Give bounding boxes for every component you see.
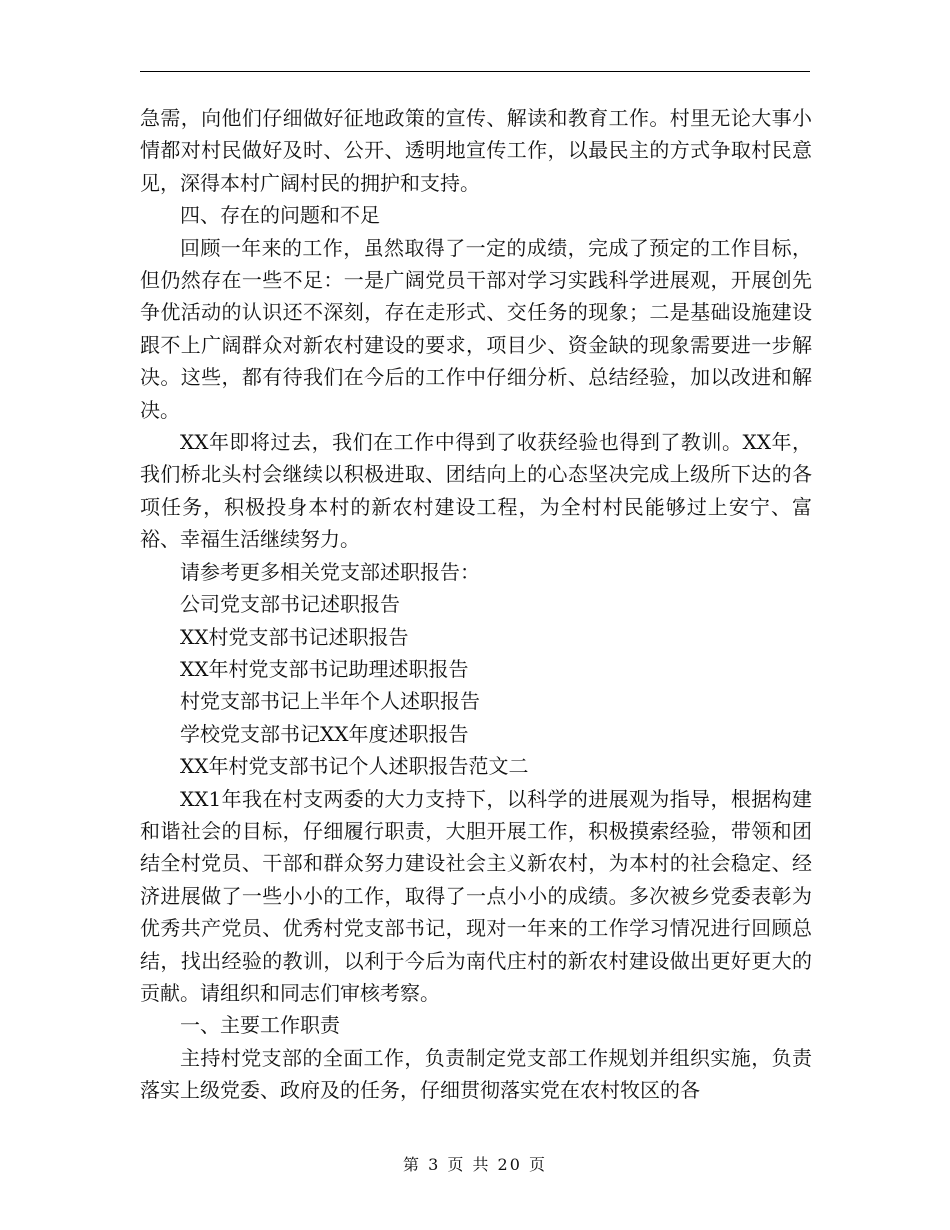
page-number: 第 3 页 共 20 页 xyxy=(403,1155,547,1174)
section-heading-problems: 四、存在的问题和不足 xyxy=(180,203,380,228)
paragraph-3: XX年即将过去，我们在工作中得到了收获经验也得到了教训。XX年，我们桥北头村会继续以积极进取、团结向上的心态坚决完成上级所下达的各项任务，积极投身本村的新农村建设工程，为全村村民能够过上安宁、富裕、幸福生活继续努力。 xyxy=(140,430,812,552)
related-reports-intro: 请参考更多相关党支部述职报告： xyxy=(180,559,480,584)
paragraph-2: 回顾一年来的工作，虽然取得了一定的成绩，完成了预定的工作目标，但仍然存在一些不足：一是广阔党员干部对学习实践科学进展观，开展创先争优活动的认识还不深刻，存在走形式、交任务的现象；二是基础设施建设跟不上广阔群众对新农村建设的要求，项目少、资金缺的现象需要进一步解决。这些，都有待我们在今后的工作中仔细分析、总结经验，加以改进和解决。 xyxy=(140,235,812,422)
paragraph-0: 急需，向他们仔细做好征地政策的宣传、解读和教育工作。村里无论大事小情都对村民做好及时、公开、透明地宣传工作，以最民主的方式争取村民意见，深得本村广阔村民的拥护和支持。 xyxy=(140,106,812,195)
header-rule xyxy=(140,71,810,72)
related-report-link-3[interactable]: XX年村党支部书记助理述职报告 xyxy=(180,656,469,681)
section-heading-duties: 一、主要工作职责 xyxy=(180,1013,340,1038)
document-body xyxy=(140,102,812,1107)
related-report-link-1[interactable]: 公司党支部书记述职报告 xyxy=(180,592,400,617)
paragraph-11: XX1年我在村支两委的大力支持下，以科学的进展观为指导，根据构建和谐社会的目标，仔细履行职责，大胆开展工作，积极摸索经验，带领和团结全村党员、干部和群众努力建设社会主义新农村，为本村的社会稳定、经济进展做了一些小小的工作，取得了一点小小的成绩。多次被乡党委表彰为优秀共产党员、优秀村党支部书记，现对一年来的工作学习情况进行回顾总结，找出经验的教训，以利于今后为南代庄村的新农村建设做出更好更大的贡献。请组织和同志们审核考察。 xyxy=(140,786,812,1005)
related-report-link-4[interactable]: 村党支部书记上半年个人述职报告 xyxy=(180,689,480,714)
paragraph-13: 主持村党支部的全面工作，负责制定党支部工作规划并组织实施，负责落实上级党委、政府及的任务，仔细贯彻落实党在农村牧区的各 xyxy=(140,1045,812,1103)
article-subtitle: XX年村党支部书记个人述职报告范文二 xyxy=(180,754,529,779)
related-report-link-2[interactable]: XX村党支部书记述职报告 xyxy=(180,624,409,649)
related-report-link-5[interactable]: 学校党支部书记XX年度述职报告 xyxy=(180,721,469,746)
